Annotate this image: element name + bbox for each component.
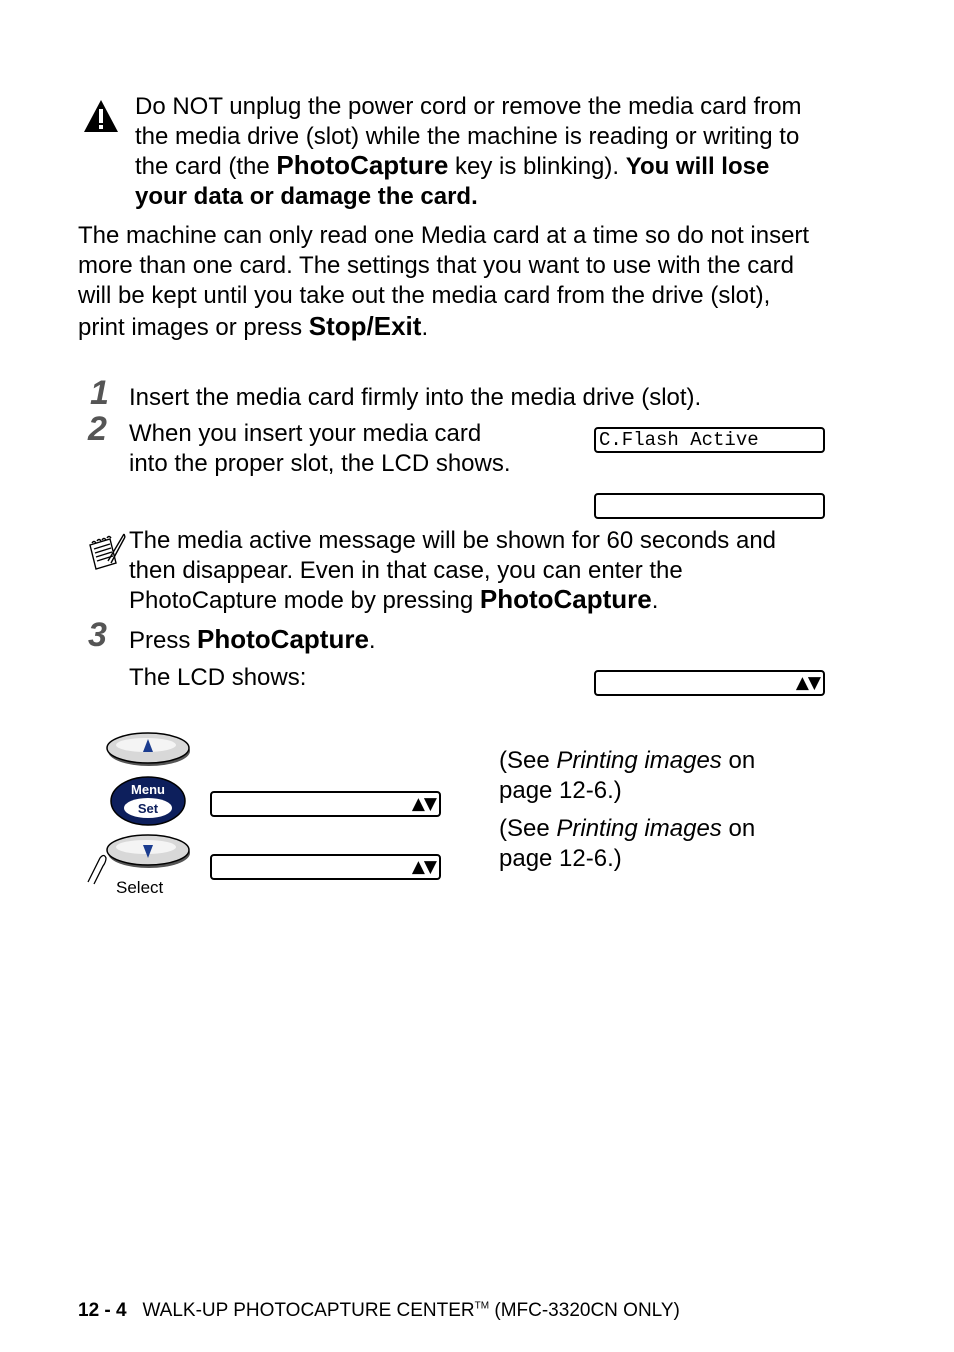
step-1-text: Insert the media card firmly into the media drive (slot). [129, 384, 702, 411]
menu-set-button[interactable] [110, 776, 188, 826]
intro-line-4-post: . [421, 314, 429, 341]
intro-line-1: The machine can only read one Media card at a time so do not insert [78, 222, 810, 249]
note-line-3-pre: PhotoCapture mode by pressing [129, 587, 480, 614]
intro-line-2: more than one card. The settings that you want to use with the card [78, 252, 794, 279]
note-line-3 [129, 585, 849, 616]
ref-1-pre: (See [499, 747, 557, 774]
warning-photocapture: PhotoCapture [276, 150, 449, 180]
footer-model: (MFC-3320CN ONLY) [489, 1300, 680, 1321]
warning-line-3-pre: the card (the [135, 153, 277, 180]
note-line-1: The media active message will be shown for 60 seconds and [129, 527, 777, 554]
warning-bold-2: You will lose [625, 153, 770, 180]
step-3-number: 3 [88, 616, 107, 654]
warning-line-2: the media drive (slot) while the machine is reading or writing to [135, 122, 800, 150]
ref-2-pre: (See [499, 815, 557, 842]
lcd-photo-select [594, 670, 825, 696]
ref-2-line-1 [499, 814, 755, 844]
up-arrow-button[interactable] [106, 732, 192, 768]
lcd-press-photocapture [594, 493, 825, 519]
warning-line-4 [135, 182, 855, 212]
intro-line-3: will be kept until you take out the media card from the drive (slot), [78, 282, 771, 309]
lcd-print-index-arrows: ▲▼ [411, 794, 436, 814]
warning-text [135, 92, 855, 211]
ref-1-line-1 [499, 746, 755, 776]
lcd-print-images-text [238, 878, 375, 880]
step-3-photocapture: PhotoCapture [197, 624, 369, 654]
note-line-2: then disappear. Even in that case, you can enter the [129, 556, 683, 584]
warning-line-3-post: key is blinking). [448, 153, 626, 180]
ref-2-link[interactable]: Printing images [556, 815, 722, 842]
lcd-print-images-arrows: ▲▼ [411, 857, 436, 877]
lcd-print-index [210, 791, 441, 817]
step-2-text [129, 419, 511, 478]
ref-2-post: on [721, 815, 756, 842]
stop-exit-key: Stop/Exit [308, 311, 422, 341]
step-3-post: . [368, 627, 376, 654]
step-3-line-1 [129, 625, 376, 656]
lcd-cflash-active: C.Flash Active [594, 427, 825, 453]
note-text [129, 526, 849, 616]
intro-line-4 [78, 311, 878, 343]
note-pad-icon [86, 531, 126, 571]
ref-print-images [499, 814, 755, 874]
step-2-line-2: into the proper slot, the LCD shows. [129, 449, 511, 477]
lcd-print-images [210, 854, 441, 880]
step-2-number: 2 [88, 410, 107, 448]
footer-title: WALK-UP PHOTOCAPTURE CENTER [142, 1300, 475, 1321]
intro-paragraph [78, 221, 878, 343]
intro-line-4-pre: print images or press [78, 314, 309, 341]
select-label: Select [116, 878, 164, 897]
warning-line-1: Do NOT unplug the power cord or remove the media card from [135, 93, 802, 120]
step-3-text [129, 625, 376, 692]
lcd-photo-select-arrows: ▲▼ [795, 673, 820, 693]
menu-label: Menu [131, 782, 165, 797]
footer-page-number: 12 - 4 [78, 1300, 127, 1321]
step-1-number: 1 [90, 374, 109, 412]
ref-1-line-2: page 12-6.) [499, 777, 622, 804]
ref-print-index [499, 746, 755, 806]
warning-icon-wrap [82, 98, 122, 136]
up-arrow-button-icon [106, 732, 192, 768]
note-icon-wrap [86, 531, 126, 571]
note-line-3-post: . [651, 587, 659, 614]
page-footer [78, 1300, 680, 1322]
lcd-print-index-text [238, 815, 363, 817]
warning-triangle-icon [82, 98, 120, 134]
ref-1-link[interactable]: Printing images [556, 747, 722, 774]
step-2-line-1: When you insert your media card [129, 420, 482, 447]
step-3-pre: Press [129, 627, 198, 654]
lcd-photo-select-text [622, 694, 759, 696]
ref-1-post: on [721, 747, 756, 774]
footer-tm: TM [474, 1300, 490, 1312]
warning-bold-3: your data or damage the card. [135, 182, 478, 210]
step-3-line-2: The LCD shows: [129, 663, 307, 691]
note-photocapture: PhotoCapture [479, 584, 652, 614]
ref-2-line-2: page 12-6.) [499, 845, 622, 872]
set-label: Set [137, 801, 159, 816]
warning-line-3 [135, 151, 855, 182]
